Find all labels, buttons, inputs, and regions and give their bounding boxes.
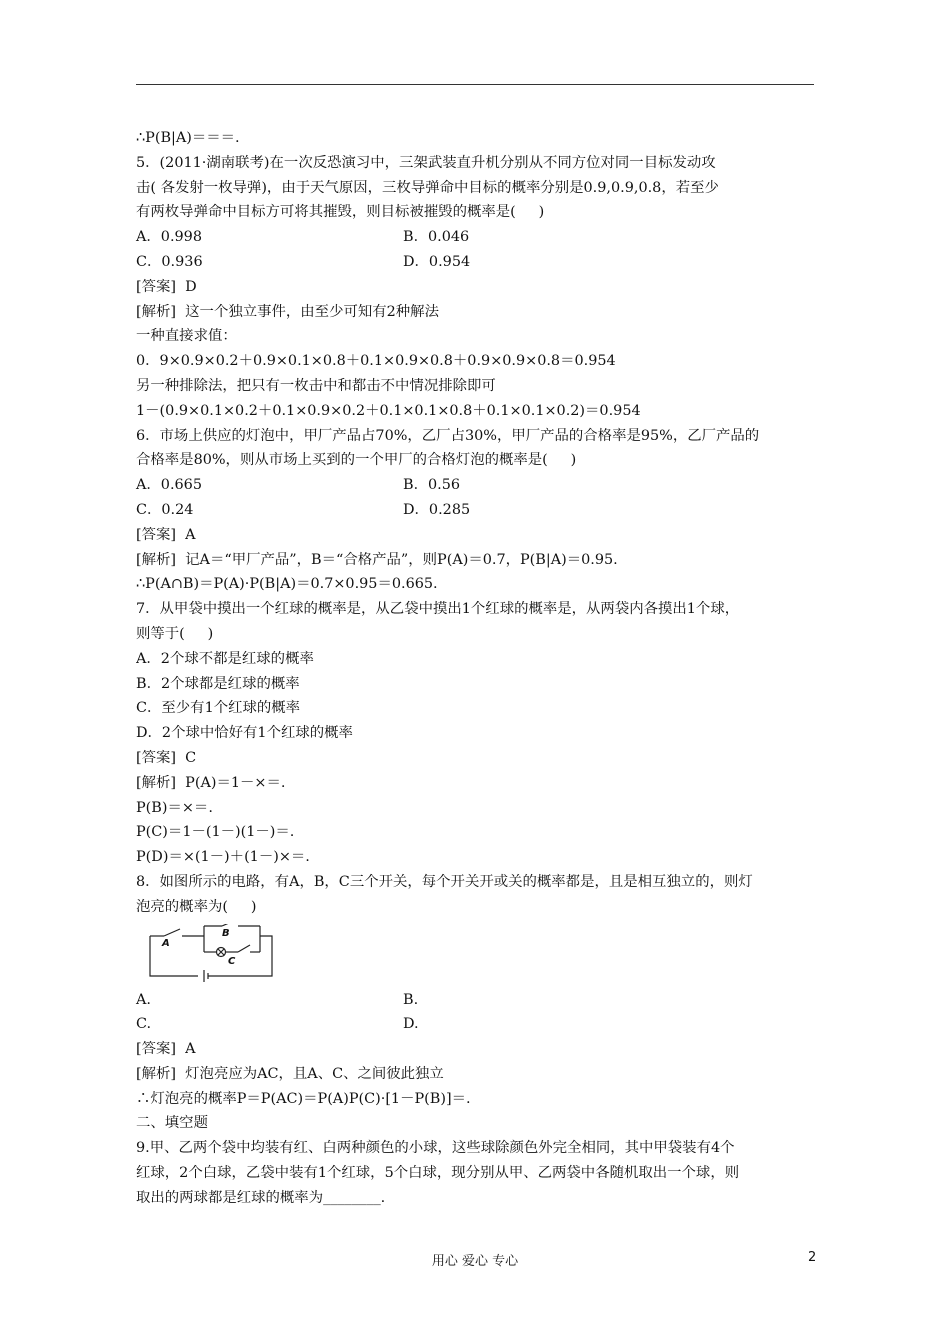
option-d: D．0.954 bbox=[403, 253, 471, 270]
switch-c-label: C bbox=[228, 955, 236, 967]
q6-options-row bbox=[136, 473, 816, 498]
text-line: 0．9×0.9×0.2＋0.9×0.1×0.8＋0.1×0.9×0.8＋0.9×0.9×0.8＝0.954 bbox=[136, 353, 616, 370]
text-line: ∴P(B|A)＝＝＝. bbox=[136, 130, 240, 146]
analysis-line: [解析] 灯泡亮应为AC，且A、C、之间彼此独立 bbox=[136, 1065, 444, 1082]
question-7-line: 7．从甲袋中摸出一个红球的概率是，从乙袋中摸出1个红球的概率是，从两袋内各摸出1个球， bbox=[136, 601, 740, 618]
circuit-diagram bbox=[146, 924, 286, 984]
text-line: P(D)＝×(1－)＋(1－)×＝. bbox=[136, 849, 310, 866]
question-8-line: 8．如图所示的电路，有A，B，C三个开关，每个开关开或关的概率都是，且是相互独立的，则灯 bbox=[136, 873, 753, 890]
question-9-line: 9.甲、乙两个袋中均装有红、白两种颜色的小球，这些球除颜色外完全相同，其中甲袋装有4个 bbox=[136, 1140, 735, 1157]
q8-options-row bbox=[136, 988, 816, 1013]
option-c: C. bbox=[136, 1016, 152, 1033]
q5-options-row bbox=[136, 250, 816, 275]
circuit-figure bbox=[136, 920, 816, 988]
page-number: 2 bbox=[808, 1250, 817, 1265]
text-line: 击( 各发射一枚导弹)，由于天气原因，三枚导弹命中目标的概率分别是0.9,0.9,0.8，若至少 bbox=[136, 179, 719, 196]
analysis-line: [解析] P(A)＝1－×＝. bbox=[136, 774, 286, 791]
option-a: A．0.998 bbox=[136, 229, 202, 246]
switch-a-label: A bbox=[162, 937, 170, 949]
text-line: ∴灯泡亮的概率P＝P(AC)＝P(A)P(C)·[1－P(B)]＝. bbox=[136, 1090, 471, 1107]
text-line: 另一种排除法，把只有一枚击中和都击不中情况排除即可 bbox=[136, 377, 496, 394]
answer-line: [答案] A bbox=[136, 526, 196, 543]
option-a: A．2个球不都是红球的概率 bbox=[136, 650, 314, 667]
page-footer: 用心 爱心 专心 bbox=[431, 1254, 519, 1269]
text-line: P(C)＝1－(1－)(1－)＝. bbox=[136, 824, 295, 841]
text-line: 1－(0.9×0.1×0.2＋0.1×0.9×0.2＋0.1×0.1×0.8＋0.1×0.1×0.2)＝0.954 bbox=[136, 402, 641, 419]
option-b: B．0.56 bbox=[403, 477, 461, 494]
option-b: B. bbox=[403, 991, 419, 1008]
text-line: 合格率是80%，则从市场上买到的一个甲厂的合格灯泡的概率是( ) bbox=[136, 452, 577, 469]
text-line: 有两枚导弹命中目标方可将其摧毁，则目标被摧毁的概率是( ) bbox=[136, 204, 545, 221]
switch-b-label: B bbox=[222, 927, 230, 939]
text-line: ∴P(A∩B)＝P(A)·P(B|A)＝0.7×0.95＝0.665. bbox=[136, 576, 438, 593]
text-line: 则等于( ) bbox=[136, 625, 214, 642]
option-a: A．0.665 bbox=[136, 477, 202, 494]
option-b: B．2个球都是红球的概率 bbox=[136, 675, 300, 692]
q6-options-row bbox=[136, 498, 816, 523]
q8-options-row bbox=[136, 1012, 816, 1037]
option-b: B．0.046 bbox=[403, 229, 470, 246]
header-rule bbox=[136, 84, 814, 85]
option-d: D．0.285 bbox=[403, 501, 471, 518]
text-line: 红球，2个白球，乙袋中装有1个红球，5个白球，现分别从甲、乙两袋中各随机取出一个球，则 bbox=[136, 1165, 740, 1182]
answer-line: [答案] A bbox=[136, 1041, 196, 1058]
section-heading: 二、填空题 bbox=[136, 1115, 208, 1132]
option-c: C．至少有1个红球的概率 bbox=[136, 700, 301, 717]
option-c: C．0.936 bbox=[136, 253, 203, 270]
text-line: 一种直接求值： bbox=[136, 328, 237, 345]
text-line: 取出的两球都是红球的概率为________. bbox=[136, 1189, 386, 1206]
answer-line: [答案] C bbox=[136, 749, 197, 766]
analysis-line: [解析] 这一个独立事件，由至少可知有2种解法 bbox=[136, 303, 439, 320]
answer-line: [答案] D bbox=[136, 278, 197, 295]
option-a: A. bbox=[136, 991, 151, 1008]
q5-options-row bbox=[136, 225, 816, 250]
option-c: C．0.24 bbox=[136, 501, 194, 518]
option-d: D．2个球中恰好有1个红球的概率 bbox=[136, 725, 353, 742]
question-5-line: 5．(2011·湖南联考)在一次反恐演习中，三架武装直升机分别从不同方位对同一目标发动攻 bbox=[136, 154, 716, 171]
text-line: 泡亮的概率为( ) bbox=[136, 898, 257, 915]
analysis-line: [解析] 记A＝“甲厂产品”，B＝“合格产品”，则P(A)＝0.7，P(B|A)＝0.95. bbox=[136, 551, 618, 568]
document-body bbox=[136, 126, 816, 1211]
text-line: P(B)＝×＝. bbox=[136, 799, 213, 816]
question-6-line: 6．市场上供应的灯泡中，甲厂产品占70%，乙厂占30%，甲厂产品的合格率是95%，乙厂产品的 bbox=[136, 427, 760, 444]
option-d: D. bbox=[403, 1016, 419, 1033]
